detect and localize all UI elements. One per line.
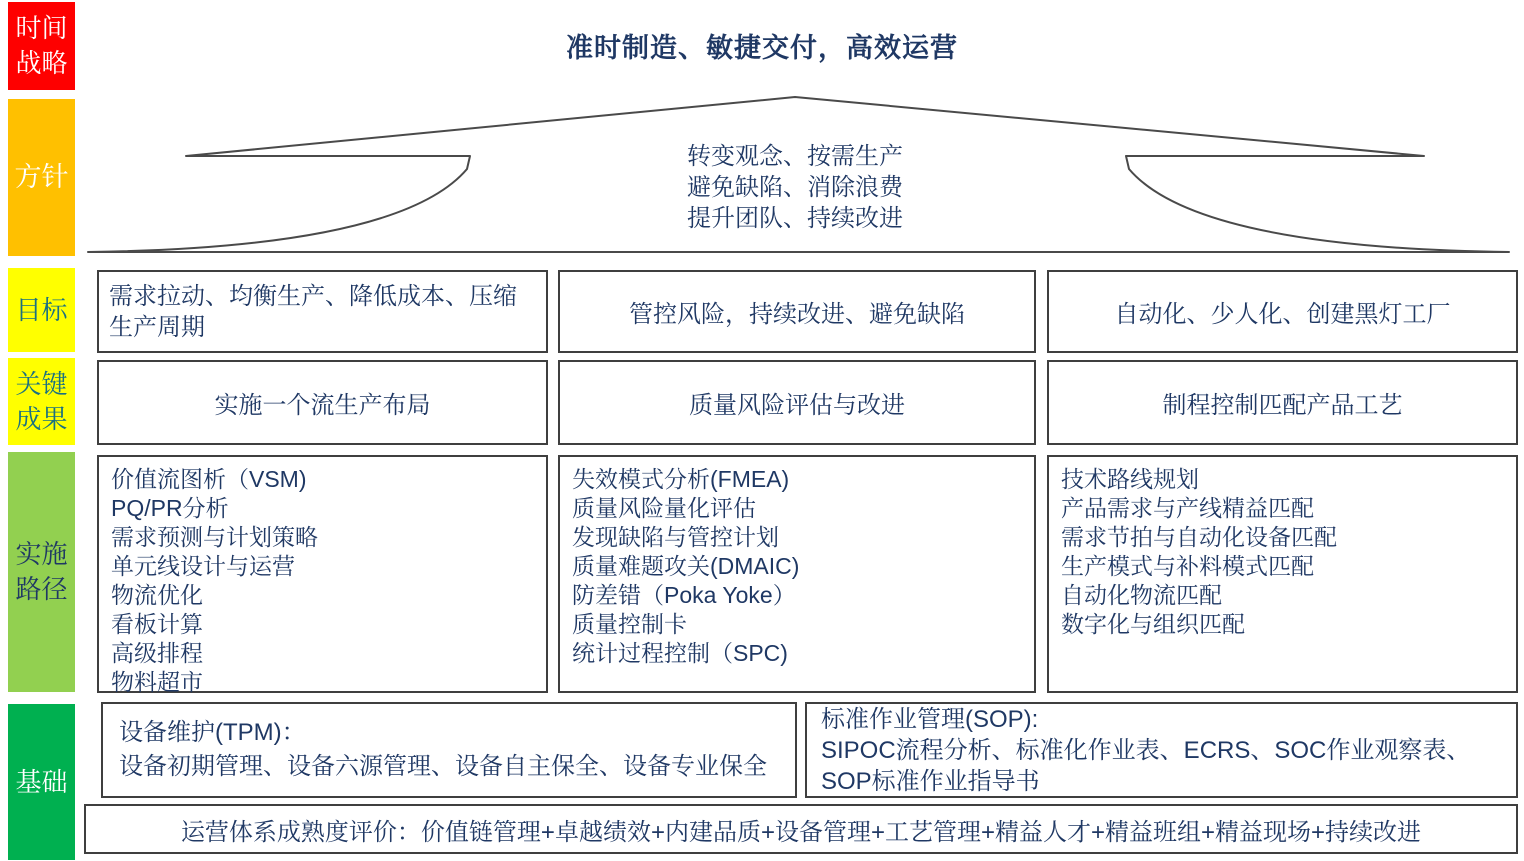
path-item: 物流优化: [111, 582, 203, 608]
key-result-box-process-control: 制程控制匹配产品工艺: [1047, 360, 1518, 445]
path-item: 失效模式分析(FMEA): [572, 466, 790, 492]
path-item: 统计过程控制（SPC): [572, 640, 788, 666]
key-result-box-one-piece-flow: 实施一个流生产布局: [97, 360, 548, 445]
key-result-box-quality-risk: 质量风险评估与改进: [558, 360, 1036, 445]
rail-label-line: 成果: [15, 403, 68, 434]
path-item: 技术路线规划: [1061, 466, 1199, 492]
goal-box-pull-production: 需求拉动、均衡生产、降低成本、压缩生产周期: [97, 270, 548, 353]
path-item: 物料超市: [111, 669, 203, 695]
path-item: 自动化物流匹配: [1061, 582, 1222, 608]
path-item: 数字化与组织匹配: [1061, 611, 1245, 637]
path-item: 价值流图析（VSM): [111, 466, 307, 492]
path-box-automation-matching: [1047, 455, 1518, 693]
policy-line: 转变观念、按需生产: [687, 143, 903, 170]
rail-label-policy: [8, 99, 75, 256]
path-list-right: [1049, 457, 1516, 647]
rail-label-line: 战略: [15, 48, 68, 78]
policy-line: 避免缺陷、消除浪费: [687, 174, 903, 201]
path-item: 质量控制卡: [572, 611, 687, 637]
rail-label-line: 基础: [15, 766, 68, 797]
path-box-quality: [558, 455, 1036, 693]
rail-label-key-results: [8, 358, 75, 445]
rail-label-line: 方针: [14, 162, 69, 192]
sop-detail-line: SOP标准作业指导书: [821, 767, 1040, 795]
rail-label-goal: [8, 268, 75, 352]
sop-title: 标准作业管理(SOP):: [821, 705, 1039, 733]
tpm-title: 设备维护(TPM)：: [119, 719, 306, 746]
rail-label-line: 实施: [15, 539, 68, 569]
path-item: 高级排程: [111, 640, 203, 666]
rail-label-foundation: [8, 704, 75, 860]
path-item: 生产模式与补料模式匹配: [1061, 553, 1314, 579]
policy-line: 提升团队、持续改进: [687, 205, 903, 232]
path-item: 质量难题攻关(DMAIC): [572, 553, 800, 579]
foundation-box-sop: [805, 702, 1518, 798]
goal-box-risk-control: 管控风险，持续改进、避免缺陷: [558, 270, 1036, 353]
path-item: 发现缺陷与管控计划: [572, 524, 779, 550]
path-item: 看板计算: [111, 611, 203, 637]
path-item: 防差错（Poka Yoke）: [572, 582, 796, 608]
path-item: PQ/PR分析: [111, 495, 229, 521]
strategy-title: 准时制造、敏捷交付，高效运营: [566, 33, 958, 63]
path-item: 产品需求与产线精益匹配: [1061, 495, 1314, 521]
rail-label-line: 时间: [15, 13, 68, 43]
tpm-detail: 设备初期管理、设备六源管理、设备自主保全、设备专业保全: [119, 753, 767, 780]
path-box-lean-flow: [97, 455, 548, 693]
path-item: 单元线设计与运营: [111, 553, 295, 579]
goal-box-automation: 自动化、少人化、创建黑灯工厂: [1047, 270, 1518, 353]
rail-label-implementation-path: [8, 452, 75, 692]
maturity-evaluation-bar: 运营体系成熟度评价：价值链管理+卓越绩效+内建品质+设备管理+工艺管理+精益人才+精益班组+精益现场+持续改进: [84, 804, 1518, 854]
sop-detail-line: SIPOC流程分析、标准化作业表、ECRS、SOC作业观察表、: [821, 736, 1471, 764]
path-item: 需求预测与计划策略: [111, 524, 318, 550]
rail-label-line: 关键: [15, 368, 68, 399]
path-list-middle: [560, 457, 1034, 676]
path-list-left: [99, 457, 546, 705]
path-item: 质量风险量化评估: [572, 495, 756, 521]
rail-label-line: 路径: [15, 574, 68, 604]
policy-statements: [66, 141, 1524, 234]
rail-label-line: 目标: [15, 294, 68, 325]
foundation-box-tpm: [101, 702, 797, 798]
path-item: 需求节拍与自动化设备匹配: [1061, 524, 1337, 550]
